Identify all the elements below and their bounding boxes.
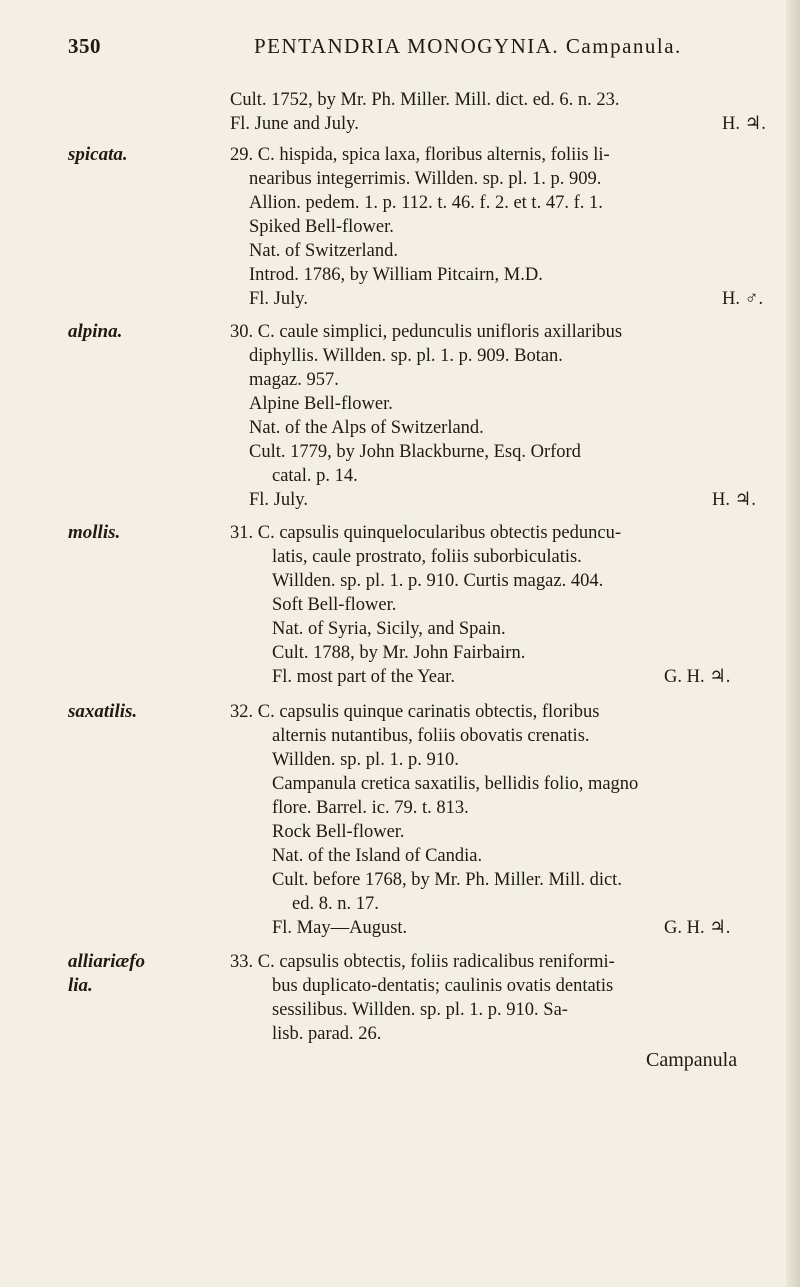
entry-line: Nat. of the Alps of Switzerland. — [249, 418, 484, 438]
species-name: spicata. — [68, 144, 128, 165]
species-name-continued: lia. — [68, 975, 93, 996]
entry-line: Fl. July. — [249, 490, 308, 510]
habitat-sign: G. H. ♃. — [664, 667, 731, 687]
species-name: mollis. — [68, 522, 121, 543]
entry-line: Cult. 1779, by John Blackburne, Esq. Orford — [249, 442, 581, 462]
entry-line: Fl. July. — [249, 289, 308, 309]
running-title — [254, 34, 682, 59]
entry-number: 32. — [230, 702, 254, 722]
entry-line: latis, caule prostrato, foliis suborbiculatis. — [272, 547, 582, 567]
entry-line: ed. 8. n. 17. — [292, 894, 379, 914]
entry-line: Fl. most part of the Year. — [272, 667, 455, 687]
page-edge-shadow — [786, 0, 800, 1287]
entry-number: 31. — [230, 523, 254, 543]
entry-number: 30. — [230, 322, 254, 342]
habitat-sign: H. ♂. — [722, 289, 764, 309]
entry-line: Nat. of Switzerland. — [249, 241, 398, 261]
entry-line: Spiked Bell-flower. — [249, 217, 394, 237]
entry-line: Fl. June and July. — [230, 114, 359, 134]
habitat-sign: G. H. ♃. — [664, 918, 731, 938]
entry-line: diphyllis. Willden. sp. pl. 1. p. 909. Botan. — [249, 346, 563, 366]
entry-text: C. capsulis obtectis, foliis radicalibus reniformi- — [257, 952, 615, 972]
entry-line — [230, 143, 610, 167]
entry-line: Cult. before 1768, by Mr. Ph. Miller. Mill. dict. — [272, 870, 622, 890]
entry-line: nearibus integerrimis. Willden. sp. pl. 1. p. 909. — [249, 169, 602, 189]
entry-text: C. hispida, spica laxa, floribus alternis, foliis li- — [257, 145, 610, 165]
entry-line: Nat. of the Island of Candia. — [272, 846, 483, 866]
entry-line: bus duplicato-dentatis; caulinis ovatis dentatis — [272, 976, 614, 996]
entry-text: C. capsulis quinquelocularibus obtectis peduncu- — [257, 523, 621, 543]
entry-line: Nat. of Syria, Sicily, and Spain. — [272, 619, 506, 639]
habitat-sign: H. ♃. — [712, 490, 756, 510]
entry-line: lisb. parad. 26. — [272, 1024, 382, 1044]
entry-line: Willden. sp. pl. 1. p. 910. Curtis magaz. 404. — [272, 571, 604, 591]
entry-number: 29. — [230, 145, 254, 165]
species-name: alpina. — [68, 321, 123, 342]
entry-line: Willden. sp. pl. 1. p. 910. — [272, 750, 459, 770]
entry-line — [230, 320, 622, 344]
entry-line: Alpine Bell-flower. — [249, 394, 393, 414]
catchword: Campanula — [646, 1049, 738, 1071]
entry-line — [230, 700, 599, 724]
entry-line: Allion. pedem. 1. p. 112. t. 46. f. 2. et t. 47. f. 1. — [249, 193, 603, 213]
entry-line: Fl. May—August. — [272, 918, 408, 938]
species-name: alliariæfo — [68, 951, 146, 972]
entry-number: 33. — [230, 952, 254, 972]
class-name: PENTANDRIA MONOGYNIA. — [254, 34, 560, 58]
entry-line: Cult. 1788, by Mr. John Fairbairn. — [272, 643, 526, 663]
entry-line: magaz. 957. — [249, 370, 339, 390]
page-number: 350 — [68, 34, 101, 58]
genus-name: Campanula. — [565, 34, 682, 58]
running-header — [0, 34, 786, 64]
entry-line: flore. Barrel. ic. 79. t. 813. — [272, 798, 469, 818]
habitat-sign: H. ♃. — [722, 114, 766, 134]
entry-line: Soft Bell-flower. — [272, 595, 397, 615]
entry-line — [230, 521, 621, 545]
entry-line — [230, 950, 615, 974]
entry-text: C. caule simplici, pedunculis unifloris axillaribus — [257, 322, 623, 342]
entry-line: alternis nutantibus, foliis obovatis crenatis. — [272, 726, 590, 746]
species-name: saxatilis. — [68, 701, 138, 722]
entry-text: C. capsulis quinque carinatis obtectis, floribus — [257, 702, 600, 722]
entry-line: Rock Bell-flower. — [272, 822, 405, 842]
entry-line: sessilibus. Willden. sp. pl. 1. p. 910. Sa- — [272, 1000, 568, 1020]
entry-line: Campanula cretica saxatilis, bellidis folio, magno — [272, 774, 639, 794]
entry-line: Cult. 1752, by Mr. Ph. Miller. Mill. dict. ed. 6. n. 23. — [230, 90, 620, 110]
entry-line: Introd. 1786, by William Pitcairn, M.D. — [249, 265, 543, 285]
entry-line: catal. p. 14. — [272, 466, 358, 486]
